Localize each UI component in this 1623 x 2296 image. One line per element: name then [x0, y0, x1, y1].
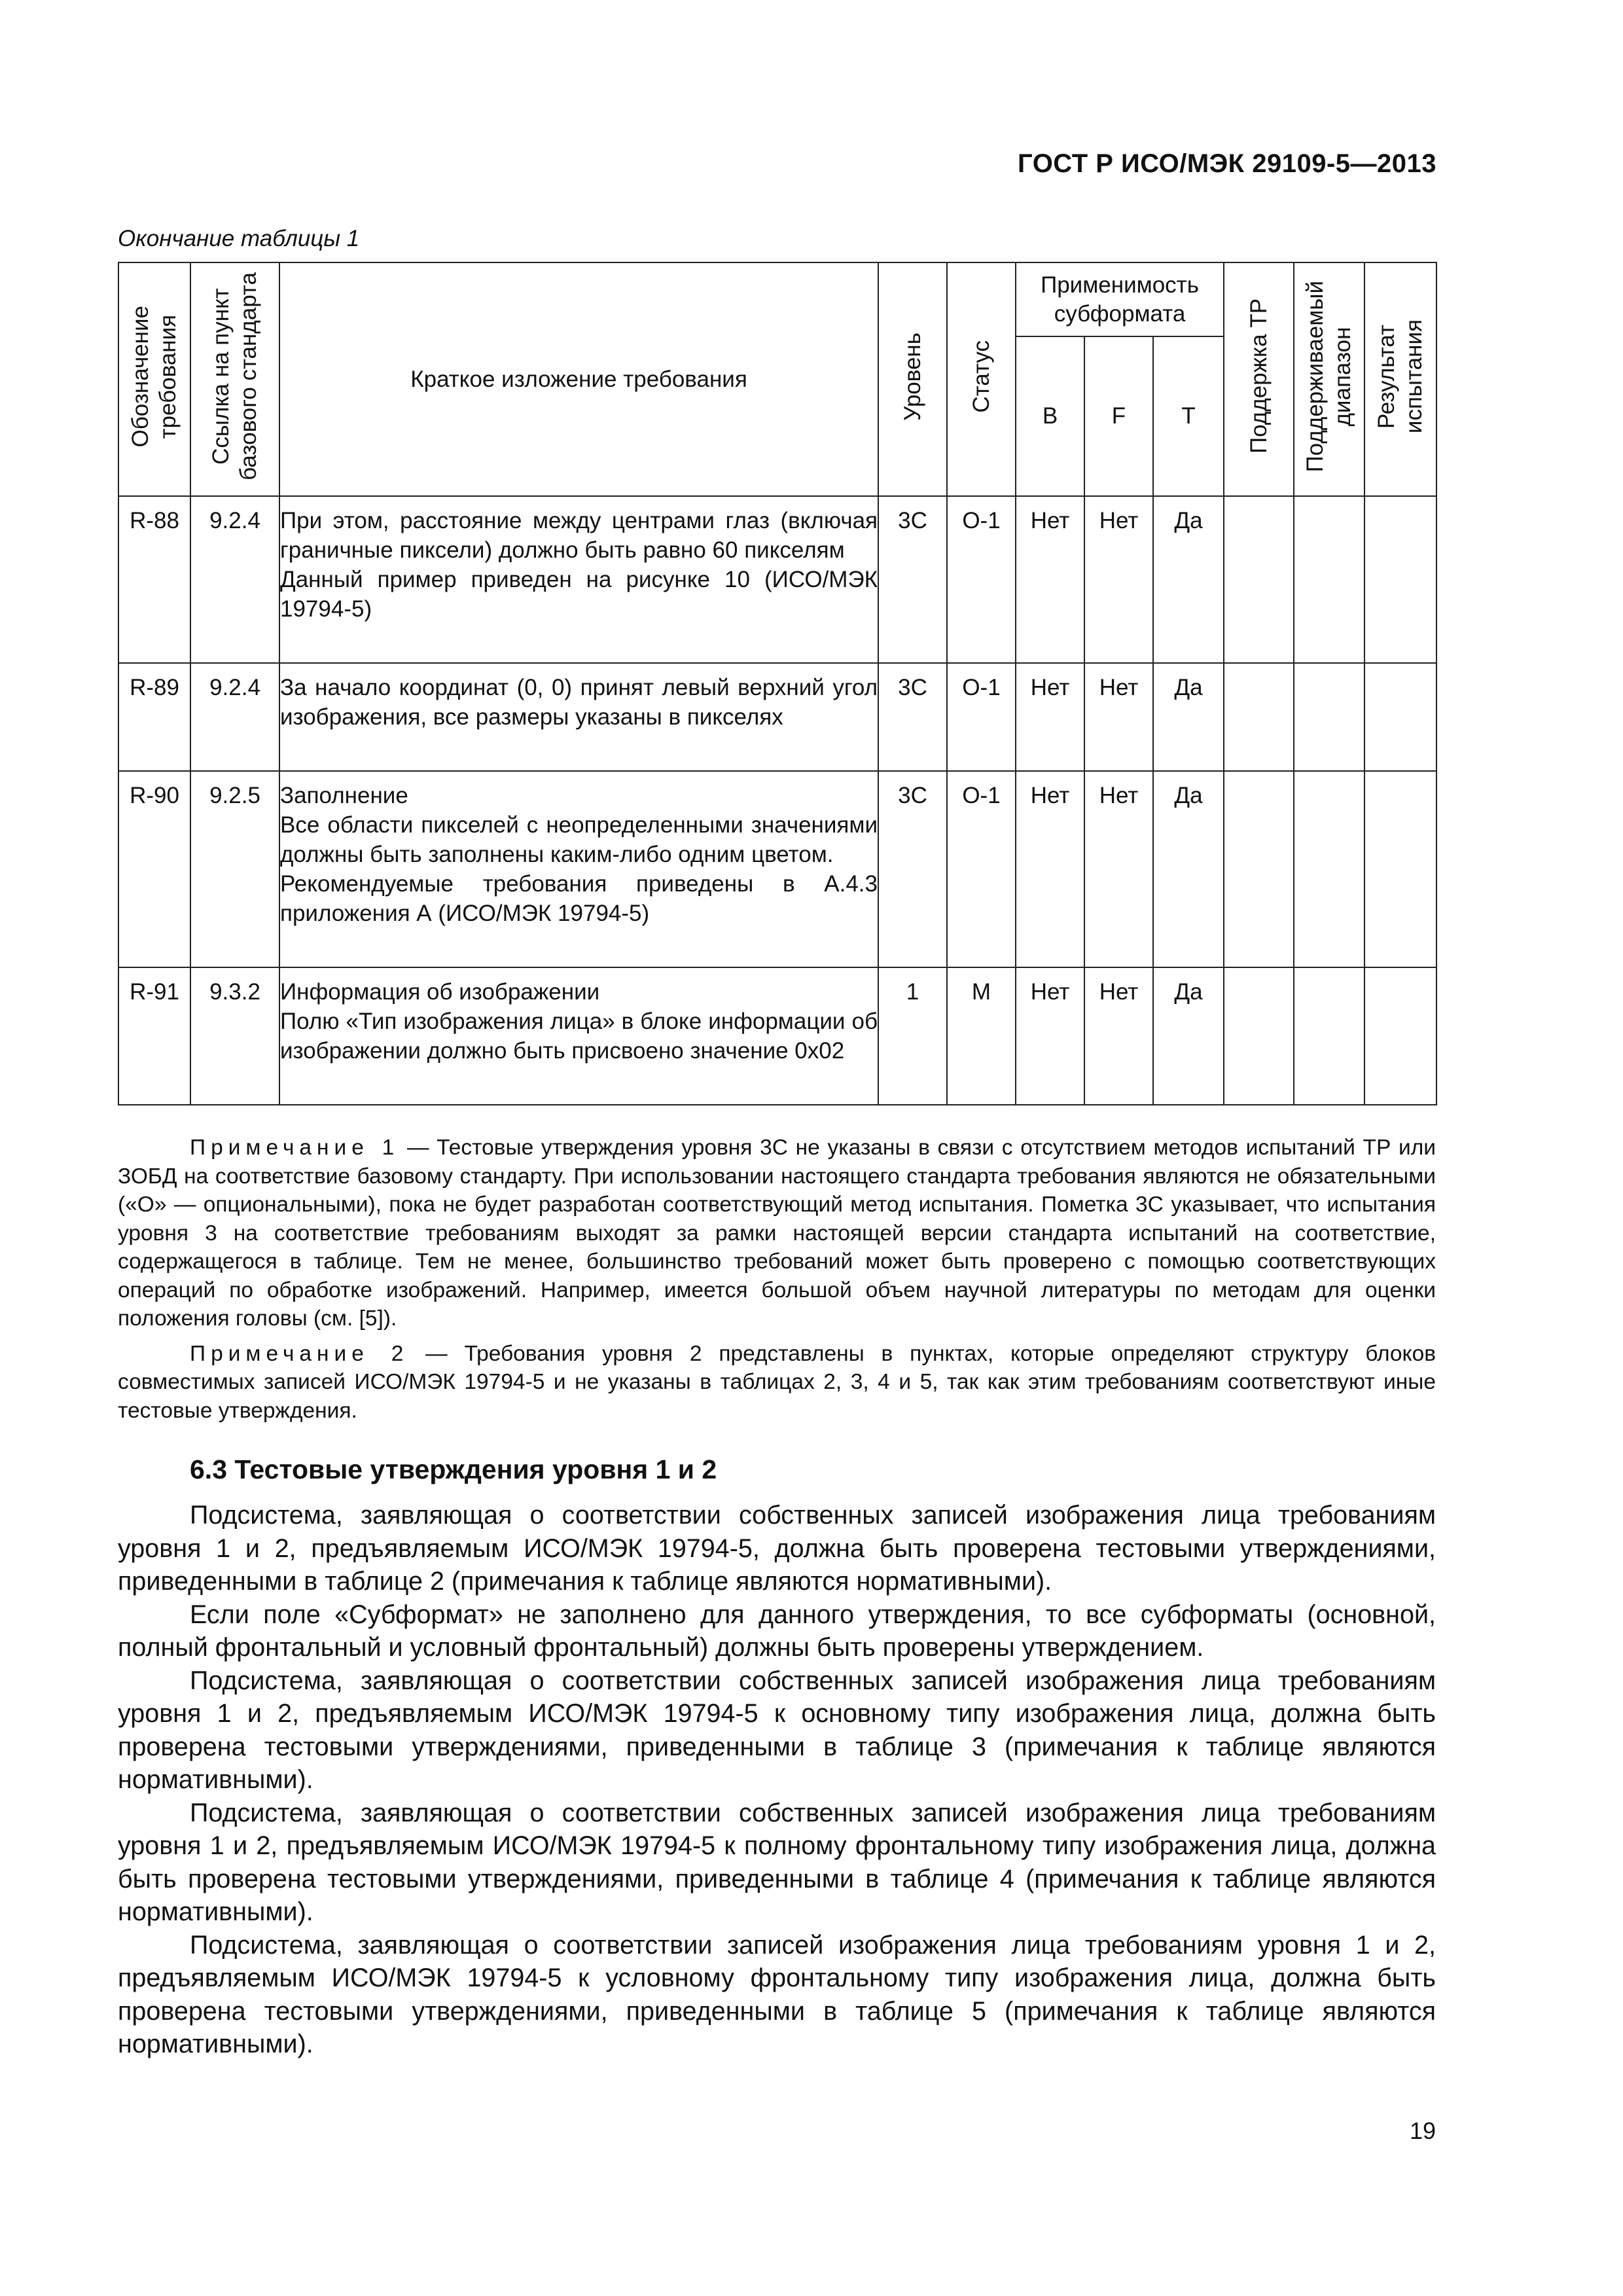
paragraph: Подсистема, заявляющая о соответствии собственных записей изображения лица требованиям уровня 1 и 2, предъявляемым ИСО/МЭК 19794-5 к основному типу изображения лица, должна быть проверена тестовыми утверждениями, приведенными в таблице 3 (примечания к таблице являются нормативными). — [118, 1666, 1436, 1794]
cell-subformat-f: Нет — [1084, 771, 1153, 967]
summary-line: Рекомендуемые требования приведены в А.4.3 приложения А (ИСО/МЭК 19794-5) — [280, 871, 878, 926]
header-subformat-f: F — [1084, 336, 1153, 496]
summary-line: За начало координат (0, 0) принят левый верхний угол изображения, все размеры указаны в пикселях — [280, 675, 878, 730]
cell-requirement-id: R-91 — [118, 967, 190, 1105]
paragraph: Если поле «Субформат» не заполнено для данного утверждения, то все субформаты (основной, полный фронтальный и условный фронтальный) должны быть проверены утверждением. — [118, 1600, 1436, 1662]
note-1 — [118, 1134, 1436, 1333]
cell-requirement-summary — [279, 771, 878, 967]
note-text: — Требования уровня 2 представлены в пунктах, которые определяют структуру блоков совместимых записей ИСО/МЭК 19794-5 и не указаны в таблицах 2, 3, 4 и 5, так как этим требованиям соответствуют иные тестовые утверждения. — [118, 1341, 1436, 1423]
summary-line: При этом, расстояние между центрами глаз (включая граничные пиксели) должно быть равно 60 пикселям — [280, 508, 878, 563]
cell-requirement-id: R-90 — [118, 771, 190, 967]
cell-base-ref: 9.2.4 — [190, 663, 279, 771]
note-label: Примечание 1 — [190, 1136, 400, 1160]
header-base-standard-ref: Ссылка на пункт базового стандарта — [190, 262, 279, 496]
note-label: Примечание 2 — [190, 1341, 409, 1366]
paragraph: Подсистема, заявляющая о соответствии собственных записей изображения лица требованиям уровня 1 и 2, предъявляемым ИСО/МЭК 19794-5 к полному фронтальному типу изображения лица, должна быть проверена тестовыми утверждениями, приведенными в таблице 4 (примечания к таблице являются нормативными). — [118, 1798, 1436, 1926]
summary-line: Все области пикселей с неопределенными значениями должны быть заполнены каким-либо одним цветом. — [280, 812, 878, 867]
summary-line: Заполнение — [280, 783, 408, 808]
cell-subformat-f: Нет — [1084, 496, 1153, 663]
cell-tr-support — [1224, 496, 1294, 663]
header-supported-range: Поддерживаемый диапазон — [1294, 262, 1364, 496]
header-requirement-id: Обозначение требования — [118, 262, 190, 496]
table-row — [118, 496, 1436, 663]
cell-base-ref: 9.2.4 — [190, 496, 279, 663]
cell-subformat-t: Да — [1153, 663, 1224, 771]
header-subformat-b: B — [1016, 336, 1084, 496]
cell-tr-support — [1224, 771, 1294, 967]
summary-line: Данный пример приведен на рисунке 10 (ИСО/МЭК 19794-5) — [280, 567, 878, 622]
cell-requirement-summary — [279, 967, 878, 1105]
cell-level: 3С — [878, 663, 947, 771]
standard-code-header: ГОСТ Р ИСО/МЭК 29109-5—2013 — [1018, 149, 1436, 178]
cell-status: M — [947, 967, 1016, 1105]
page-number: 19 — [1409, 2117, 1436, 2144]
summary-line: Полю «Тип изображения лица» в блоке информации об изображении должно быть присвоено значение 0x02 — [280, 1009, 878, 1064]
header-subformat-t: T — [1153, 336, 1224, 496]
cell-base-ref: 9.2.5 — [190, 771, 279, 967]
cell-requirement-summary — [279, 663, 878, 771]
cell-supported-range — [1294, 663, 1364, 771]
note-text: — Тестовые утверждения уровня 3С не указаны в связи с отсутствием методов испытаний ТР или ЗОБД на соответствие базовому стандарту. При использовании настоящего стандарта требования являются не обязательными («О» — опциональными), пока не будет разработан соответствующий метод испытания. Пометка 3С указывает, что испытания уровня 3 на соответствие требованиям выходят за рамки настоящей версии стандарта испытаний на соответствие, содержащегося в таблице. Тем не менее, большинство требований может быть проверено с помощью соответствующих операций по обработке изображений. Например, имеется большой объем научной литературы по методам для оценки положения головы (см. [5]). — [118, 1136, 1436, 1331]
cell-status: O-1 — [947, 771, 1016, 967]
header-tr-support: Поддержка ТР — [1224, 262, 1294, 496]
paragraph: Подсистема, заявляющая о соответствии собственных записей изображения лица требованиям уровня 1 и 2, предъявляемым ИСО/МЭК 19794-5, должна быть проверена тестовыми утверждениями, приведенными в таблице 2 (примечания к таблице являются нормативными). — [118, 1501, 1436, 1596]
table-row — [118, 967, 1436, 1105]
cell-base-ref: 9.3.2 — [190, 967, 279, 1105]
cell-status: O-1 — [947, 663, 1016, 771]
cell-level: 1 — [878, 967, 947, 1105]
cell-requirement-id: R-89 — [118, 663, 190, 771]
header-level: Уровень — [878, 262, 947, 496]
cell-requirement-summary — [279, 496, 878, 663]
cell-subformat-b: Нет — [1016, 496, 1084, 663]
cell-subformat-f: Нет — [1084, 967, 1153, 1105]
cell-subformat-t: Да — [1153, 967, 1224, 1105]
cell-subformat-t: Да — [1153, 496, 1224, 663]
cell-subformat-b: Нет — [1016, 967, 1084, 1105]
table-row — [118, 771, 1436, 967]
section-body — [118, 1499, 1436, 2061]
requirements-table — [118, 262, 1437, 1105]
cell-tr-support — [1224, 663, 1294, 771]
cell-level: 3С — [878, 496, 947, 663]
cell-test-result — [1364, 771, 1436, 967]
summary-line: Информация об изображении — [280, 979, 600, 1005]
cell-supported-range — [1294, 496, 1364, 663]
cell-level: 3С — [878, 771, 947, 967]
paragraph: Подсистема, заявляющая о соответствии записей изображения лица требованиям уровня 1 и 2, предъявляемым ИСО/МЭК 19794-5 к условному фронтальному типу изображения лица, должна быть проверена тестовыми утверждениями, приведенными в таблице 5 (примечания к таблице являются нормативными). — [118, 1930, 1436, 2058]
cell-subformat-t: Да — [1153, 771, 1224, 967]
cell-requirement-id: R-88 — [118, 496, 190, 663]
cell-supported-range — [1294, 771, 1364, 967]
cell-subformat-b: Нет — [1016, 771, 1084, 967]
table-row — [118, 663, 1436, 771]
cell-tr-support — [1224, 967, 1294, 1105]
header-requirement-summary: Краткое изложение требования — [279, 262, 878, 496]
note-2 — [118, 1340, 1436, 1426]
section-title: 6.3 Тестовые утверждения уровня 1 и 2 — [190, 1454, 717, 1484]
cell-supported-range — [1294, 967, 1364, 1105]
table-caption: Окончание таблицы 1 — [118, 226, 360, 251]
cell-subformat-f: Нет — [1084, 663, 1153, 771]
header-test-result: Результат испытания — [1364, 262, 1436, 496]
header-subformat-applicability: Применимость субформата — [1016, 262, 1224, 336]
cell-test-result — [1364, 967, 1436, 1105]
cell-test-result — [1364, 496, 1436, 663]
table-notes — [118, 1134, 1436, 1431]
header-status: Статус — [947, 262, 1016, 496]
cell-test-result — [1364, 663, 1436, 771]
cell-status: O-1 — [947, 496, 1016, 663]
cell-subformat-b: Нет — [1016, 663, 1084, 771]
